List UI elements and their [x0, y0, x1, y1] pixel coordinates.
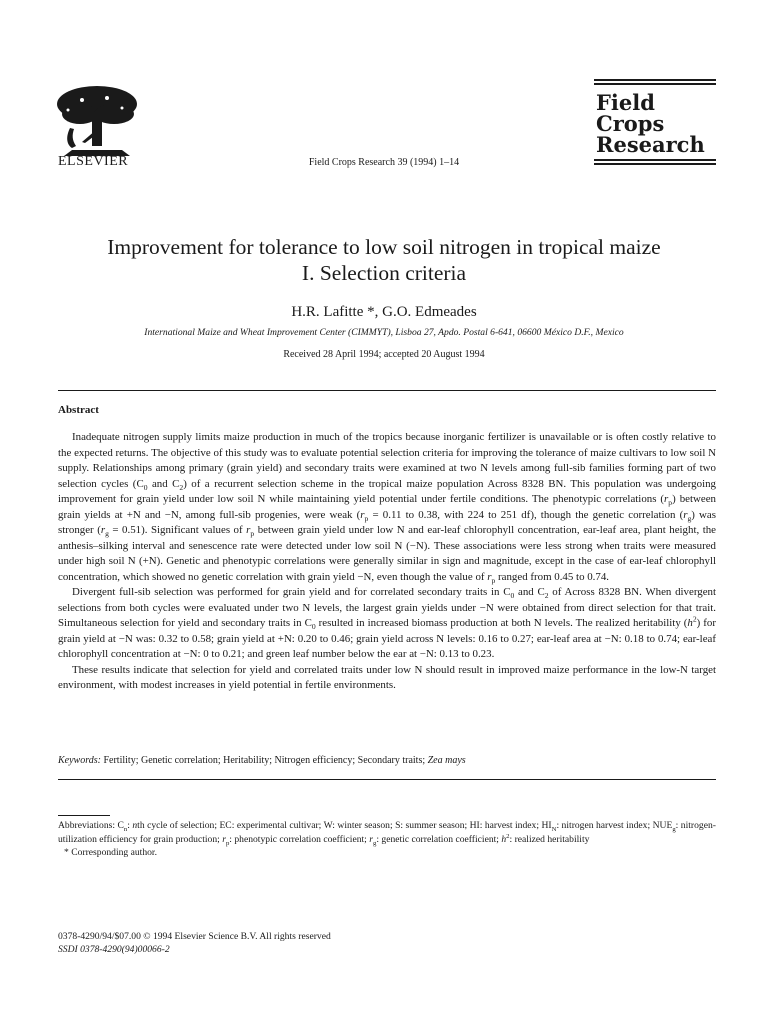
journal-masthead [594, 79, 716, 167]
author-list: H.R. Lafitte *, G.O. Edmeades [291, 304, 477, 320]
keywords-text: Fertility; Genetic correlation; Heritability; Nitrogen efficiency; Secondary traits; Zea mays [103, 755, 466, 766]
abbreviations-footnote: Abbreviations: $C_n$: nth cycle of selection; EC: experimental cultivar; W: winter season; S: summer season; HI: harvest index; $HI_N$: nitrogen harvest index; $NUE_g$: nitrogen-utilization efficiency for grain production; $r_p$: phenotypic correlation coefficient; $r_g$: genetic correlation coefficient; $h^2$: realized heritability [58, 820, 716, 847]
abstract-heading: Abstract [58, 404, 99, 416]
keywords-line [58, 755, 716, 766]
masthead-rule-top-2 [594, 83, 716, 85]
ssdi-line: SSDI 0378-4290(94)00066-2 [58, 944, 170, 955]
author-affiliation: International Maize and Wheat Improvement Center (CIMMYT), Lisboa 27, Apdo. Postal 6-641, 06600 México D.F., Mexico [144, 327, 624, 338]
footnotes [58, 819, 716, 860]
received-dates: Received 28 April 1994; accepted 20 August 1994 [283, 349, 485, 360]
journal-name-line: Research [596, 132, 705, 157]
journal-name-line: Field [596, 90, 655, 115]
journal-name [594, 87, 716, 159]
masthead-rule-bottom-2 [594, 163, 716, 165]
abstract-paragraph: Divergent full-sib selection was performed for grain yield and for correlated secondary traits in $C_0$ and $C_2$ of Across 8328 BN. When divergent selections from both cycles were evaluated under two N levels, the largest grain yields under −N were obtained from direct selection for that trait. Simultaneous selection for yield and secondary traits in $C_0$ resulted in increased biomass production at both N levels. The realized heritability $(h^2)$ for grain yield at −N was: 0.32 to 0.58; grain yield at +N: 0.20 to 0.46; grain yield across N levels: 0.16 to 0.27; ear-leaf area at −N: 0.18 to 0.74; ear-leaf chlorophyll concentration at −N: 0 to 0.21; and green leaf number below the ear at −N: 0.13 to 0.23. [58, 586, 716, 660]
title-line-2: I. Selection criteria [301, 261, 467, 285]
title-line-1: Improvement for tolerance to low soil nitrogen in tropical maize [107, 235, 661, 259]
abstract-top-rule [58, 390, 716, 391]
journal-name-line: Crops [596, 111, 665, 136]
publisher-name: ELSEVIER [58, 154, 129, 169]
journal-citation: Field Crops Research 39 (1994) 1–14 [308, 157, 460, 168]
keywords-label: Keywords: [58, 755, 101, 766]
elsevier-tree-logo [52, 80, 142, 158]
masthead-rule-bottom [594, 159, 716, 161]
abstract-paragraph: These results indicate that selection for yield and correlated traits under low N should result in improved maize performance in the low-N target environment, with modest increases in yield potential in fertile environments. [58, 663, 716, 691]
abstract-body [58, 430, 716, 694]
abstract-bottom-rule [58, 779, 716, 780]
masthead-rule-top [594, 79, 716, 81]
copyright-line: 0378-4290/94/$07.00 © 1994 Elsevier Science B.V. All rights reserved [58, 931, 331, 942]
abstract-paragraph: Inadequate nitrogen supply limits maize production in much of the tropics because inorganic fertilizer is unavailable or is often costly relative to the expected returns. The objective of this study was to evaluate potential selection criteria for improving the tolerance of maize cultivars to low soil N supply. Relationships among primary (grain yield) and secondary traits were examined at two N levels among full-sib families forming part of two selection cycles ($C_0$ and $C_2$) of a recurrent selection scheme in the tropical maize population Across 8328 BN. This population was undergoing improvement for grain yield under low soil N while maintaining yield potential under fertile conditions. The phenotypic correlations $(r_p)$ between grain yields at +N and −N, among full-sib progenies, were weak ($r_p = 0.11$ to 0.38, with 224 to 251 df), though the genetic correlation $(r_g)$ was stronger $(r_g = 0.51)$. Significant values of $r_p$ between grain yield under low N and ear-leaf chlorophyll concentration, ear-leaf area, plant height, the anthesis–silking interval and senescence rate were detected under low soil N (−N). These associations were less strong when traits were measured under high soil N (+N). Genetic and phenotypic correlations were generally similar in sign and magnitude, except in the case of ear-leaf chlorophyll concentration, which showed no genetic correlation with grain yield −N, even though the value of $r_p$ ranged from 0.45 to 0.74. [58, 431, 716, 585]
footnote-rule [58, 815, 110, 816]
corresponding-author-note: * Corresponding author. [64, 847, 157, 858]
copyright-block [58, 930, 331, 956]
article-title [40, 234, 728, 286]
